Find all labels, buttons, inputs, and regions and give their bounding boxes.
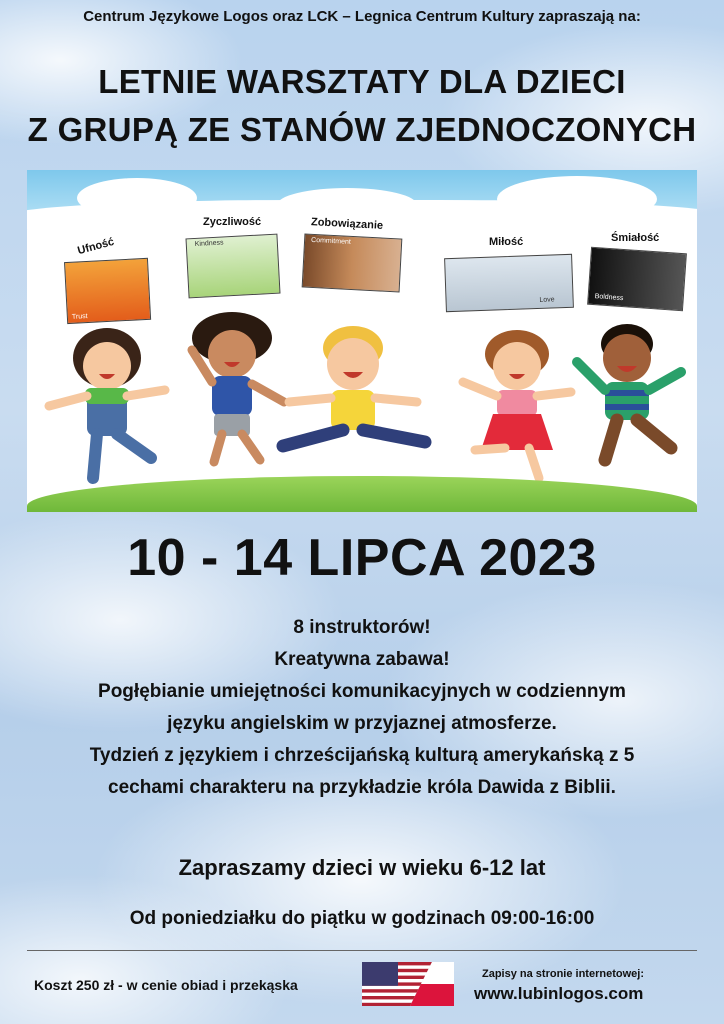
title-line-1: LETNIE WARSZTATY DLA DZIECI	[98, 63, 626, 100]
kid-figure	[192, 312, 284, 462]
opening-hours: Od poniedziałku do piątku w godzinach 09:00-16:00	[129, 908, 595, 929]
feature-line: Tydzień z językiem i chrześcijańską kulturą amerykańską z 5	[89, 745, 635, 766]
signup-label: Zapisy na stronie internetowej:	[482, 968, 644, 980]
feature-line: cechami charakteru na przykładzie króla Dawida z Biblii.	[108, 777, 616, 798]
value-label: Ufność	[76, 235, 116, 258]
title-line-2: Z GRUPĄ ZE STANÓW ZJEDNOCZONYCH	[27, 111, 697, 148]
features-list	[0, 612, 724, 804]
handshake-image	[302, 233, 403, 292]
feature-line: 8 instruktorów!	[293, 617, 431, 638]
value-sub: Trust	[71, 313, 88, 321]
value-sub: Love	[539, 296, 555, 304]
feature-line: języku angielskim w przyjaznej atmosferze.	[167, 713, 557, 734]
heart-hands-image	[444, 254, 574, 312]
value-sub: Kindness	[194, 239, 224, 248]
event-date: 10 - 14 LIPCA 2023	[127, 529, 597, 587]
kids-banner	[27, 170, 697, 512]
value-card-love	[443, 232, 575, 314]
age-invite: Zapraszamy dzieci w wieku 6-12 lat	[178, 855, 546, 880]
footer-divider	[27, 950, 697, 951]
feature-line: Kreatywna zabawa!	[274, 649, 450, 670]
organizers-line: Centrum Językowe Logos oraz LCK – Legnica Centrum Kultury zapraszają na:	[83, 8, 641, 25]
kid-figure	[463, 330, 571, 478]
friends-image	[185, 234, 280, 299]
value-sub: Boldness	[594, 293, 624, 303]
value-card-boldness	[587, 230, 687, 314]
feature-line: Pogłębianie umiejętności komunikacyjnych w codziennym	[98, 681, 626, 702]
value-label: Zobowiązanie	[310, 216, 384, 232]
page-title	[0, 58, 724, 154]
kid-figure	[577, 324, 681, 460]
value-label: Śmiałość	[611, 232, 660, 244]
value-card-kindness	[185, 214, 281, 300]
kid-figure	[283, 326, 425, 446]
value-label: Zyczliwość	[203, 216, 262, 228]
value-label: Miłość	[489, 236, 524, 248]
value-sub: Commitment	[310, 236, 351, 246]
signup-website-link[interactable]: www.lubinlogos.com	[474, 984, 644, 1003]
us-poland-flag-icon	[362, 962, 454, 1006]
value-card-commitment	[301, 216, 405, 296]
kid-figure	[49, 328, 165, 478]
lion-image	[587, 247, 687, 312]
cost-info: Koszt 250 zł - w cenie obiad i przekąska	[34, 977, 298, 993]
